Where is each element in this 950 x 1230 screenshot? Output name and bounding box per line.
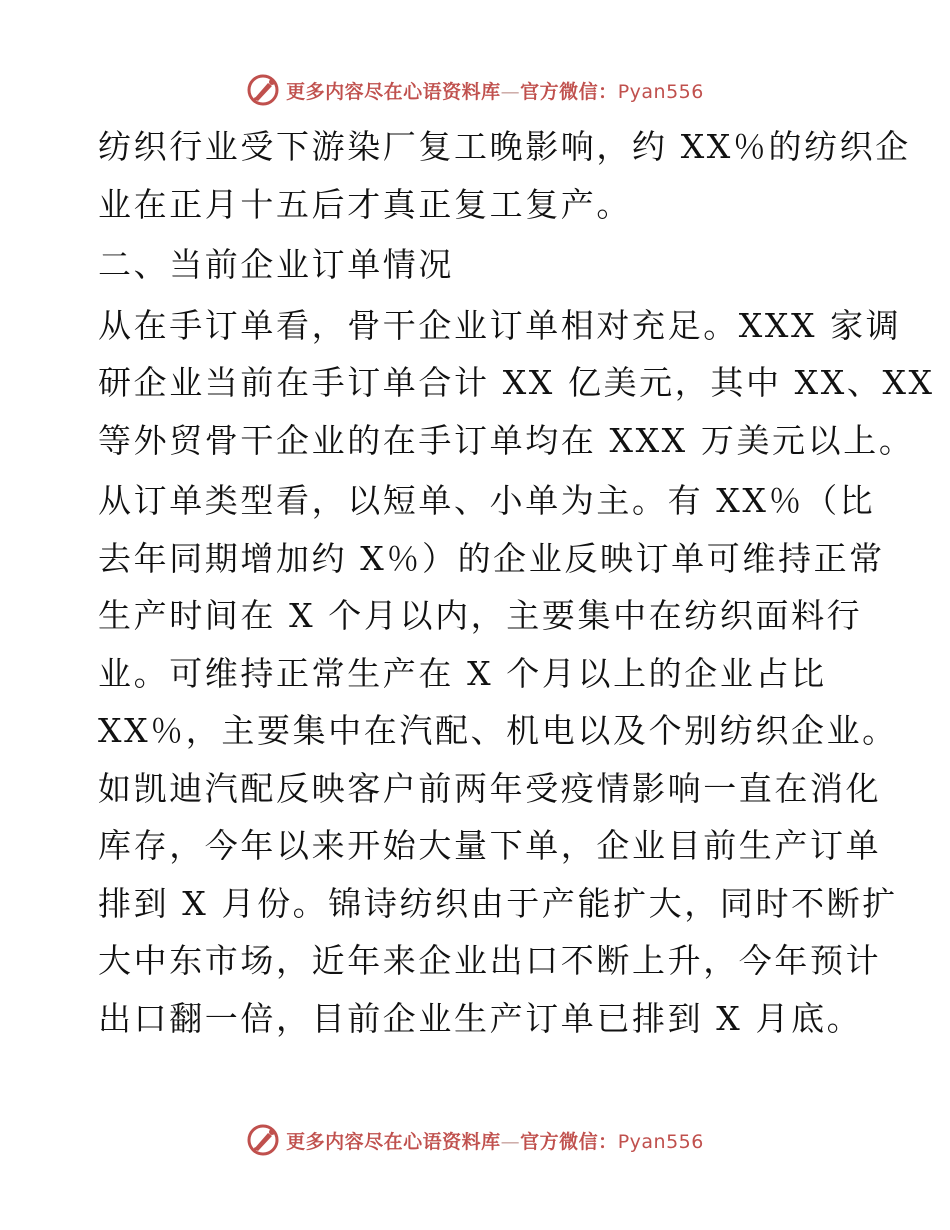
text-line: 从订单类型看，以短单、小单为主。有 XX％（比 [98,481,876,520]
document-body [98,118,935,1047]
text-line: 大中东市场，近年来企业出口不断上升，今年预计 [98,941,882,980]
watermark-label: 官方微信： [520,80,618,103]
watermark-label: 官方微信： [520,1130,618,1153]
text-line: 研企业当前在手订单合计 XX 亿美元，其中 XX、XX [98,363,935,402]
paragraph-3 [98,472,898,1047]
text-line: 业在正月十五后才真正复工复产。 [98,184,632,224]
text-line: 业。可维持正常生产在 X 个月以上的企业占比 [98,653,827,693]
watermark-main-text: 更多内容尽在心语资料库 [286,1130,501,1153]
text-line: 如凯迪汽配反映客户前两年受疫情影响一直在消化 [98,768,882,808]
footer-watermark [0,1120,950,1160]
section-heading-text: 二、当前企业订单情况 [98,245,454,284]
text-line: 生产时间在 X 个月以内，主要集中在纺织面料行 [98,596,863,635]
paragraph-1 [98,118,911,233]
watermark-id: Pyan556 [617,80,704,103]
text-line: 等外贸骨干企业的在手订单均在 XXX 万美元以上。 [98,420,915,460]
text-line: 去年同期增加约 X％）的企业反映订单可维持正常 [98,538,885,578]
watermark-id: Pyan556 [617,1130,704,1153]
section-heading [98,236,858,294]
text-line: 出口翻一倍，目前企业生产订单已排到 X 月底。 [98,998,863,1038]
watermark-separator: — [500,80,521,103]
text-line: XX％，主要集中在汽配、机电以及个别纺织企业。 [98,711,898,750]
pen-circle-logo-icon [246,1123,280,1157]
paragraph-2 [98,297,935,470]
text-line: 从在手订单看，骨干企业订单相对充足。XXX 家调 [98,305,902,345]
text-line: 排到 X 月份。锦诗纺织由于产能扩大，同时不断扩 [98,883,898,923]
watermark-main-text: 更多内容尽在心语资料库 [286,80,501,103]
pen-circle-logo-icon [246,73,280,107]
text-line: 纺织行业受下游染厂复工晚影响，约 XX％的纺织企 [98,127,911,166]
watermark-separator: — [500,1130,521,1153]
header-watermark [0,70,950,110]
text-line: 库存，今年以来开始大量下单，企业目前生产订单 [98,826,882,865]
